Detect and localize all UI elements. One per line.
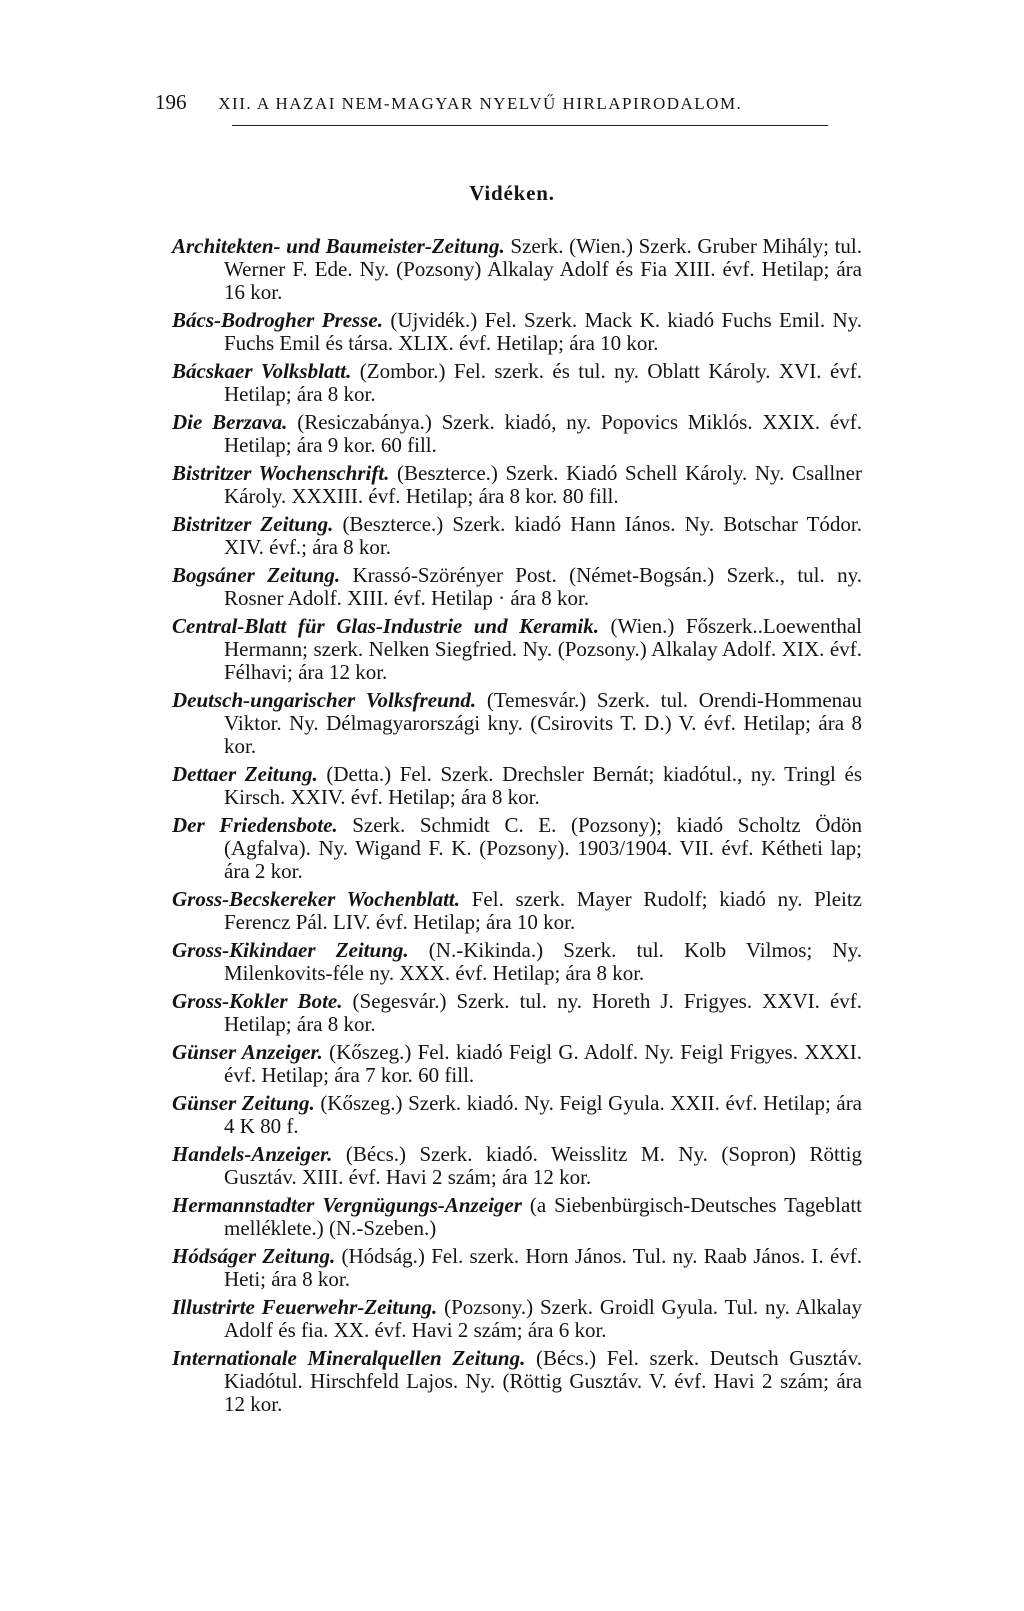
entry-title: Bistritzer Wochenschrift. bbox=[172, 461, 390, 485]
list-item bbox=[172, 1347, 862, 1416]
entry-text: (Zombor.) Fel. szerk. és tul. ny. Oblatt Károly. XVI. évf. Hetilap; ára 8 kor. bbox=[224, 359, 863, 406]
list-item bbox=[172, 462, 862, 508]
entry-title: Illustrirte Feuerwehr-Zeitung. bbox=[172, 1295, 438, 1319]
entry-title: Gross-Kokler Bote. bbox=[172, 989, 343, 1013]
list-item bbox=[172, 360, 862, 406]
entry-text: (Kőszeg.) Szerk. kiadó. Ny. Feigl Gyula. XXII. évf. Hetilap; ára 4 K 80 f. bbox=[224, 1091, 863, 1138]
list-item bbox=[172, 1092, 862, 1138]
entry-text: Szerk. (Wien.) Szerk. Gruber Mihály; tul. Werner F. Ede. Ny. (Pozsony) Alkalay Adolf és Fia XIII. évf. Hetilap; ára 16 kor. bbox=[224, 234, 863, 304]
entry-text: Fel. szerk. Mayer Rudolf; kiadó ny. Pleitz Ferencz Pál. LIV. évf. Hetilap; ára 10 kor. bbox=[224, 887, 863, 934]
entry-text: (Resiczabánya.) Szerk. kiadó, ny. Popovics Miklós. XXIX. évf. Hetilap; ára 9 kor. 60 fill. bbox=[224, 410, 862, 457]
entry-text: (Wien.) Főszerk..Loewenthal Hermann; szerk. Nelken Siegfried. Ny. (Pozsony.) Alkalay Adolf. XIX. évf. Félhavi; ára 12 kor. bbox=[224, 614, 862, 684]
entry-text: (Detta.) Fel. Szerk. Drechsler Bernát; kiadótul., ny. Tringl és Kirsch. XXIV. évf. Hetilap; ára 8 kor. bbox=[224, 762, 862, 809]
list-item bbox=[172, 888, 862, 934]
entry-title: Bogsáner Zeitung. bbox=[172, 563, 341, 587]
entry-title: Central-Blatt für Glas-Industrie und Keramik. bbox=[172, 614, 600, 638]
entry-title: Bács-Bodrogher Presse. bbox=[172, 308, 383, 332]
entry-title: Gross-Kikindaer Zeitung. bbox=[172, 938, 409, 962]
entry-text: (Ujvidék.) Fel. Szerk. Mack K. kiadó Fuchs Emil. Ny. Fuchs Emil és társa. XLIX. évf. Hetilap; ára 10 kor. bbox=[224, 308, 862, 355]
list-item bbox=[172, 763, 862, 809]
entry-title: Der Friedensbote. bbox=[172, 813, 338, 837]
entry-title: Gross-Becskereker Wochenblatt. bbox=[172, 887, 461, 911]
entry-text: (Bécs.) Szerk. kiadó. Weisslitz M. Ny. (Sopron) Röttig Gusztáv. XIII. évf. Havi 2 szám; ára 12 kor. bbox=[224, 1142, 862, 1189]
entry-title: Hódságer Zeitung. bbox=[172, 1244, 336, 1268]
entry-title: Hermannstadter Vergnügungs-Anzeiger bbox=[172, 1193, 522, 1217]
list-item bbox=[172, 939, 862, 985]
list-item bbox=[172, 689, 862, 758]
list-item bbox=[172, 615, 862, 684]
entry-text: Krassó-Szörényer Post. (Német-Bogsán.) Szerk., tul. ny. Rosner Adolf. XIII. évf. Hetilap · ára 8 kor. bbox=[224, 563, 862, 610]
entry-title: Deutsch-ungarischer Volksfreund. bbox=[172, 688, 477, 712]
entry-list bbox=[172, 235, 862, 1421]
list-item bbox=[172, 1296, 862, 1342]
list-item bbox=[172, 814, 862, 883]
entry-title: Architekten- und Baumeister-Zeitung. bbox=[172, 234, 505, 258]
entry-text: (Pozsony.) Szerk. Groidl Gyula. Tul. ny. Alkalay Adolf és fia. XX. évf. Havi 2 szám; ára 6 kor. bbox=[224, 1295, 863, 1342]
section-title: Vidéken. bbox=[469, 181, 555, 205]
entry-text: (N.-Kikinda.) Szerk. tul. Kolb Vilmos; Ny. Milenkovits-féle ny. XXX. évf. Hetilap; ára 8 kor. bbox=[224, 938, 863, 985]
entry-title: Bácskaer Volksblatt. bbox=[172, 359, 352, 383]
entry-text: (Kőszeg.) Fel. kiadó Feigl G. Adolf. Ny. Feigl Frigyes. XXXI. évf. Hetilap; ára 7 kor. 60 fill. bbox=[224, 1040, 862, 1087]
entry-text: (Beszterce.) Szerk. kiadó Hann Iános. Ny. Botschar Tódor. XIV. évf.; ára 8 kor. bbox=[224, 512, 862, 559]
entry-text: Szerk. Schmidt C. E. (Pozsony); kiadó Scholtz Ödön (Agfalva). Ny. Wigand F. K. (Pozsony). 1903/1904. VII. évf. Kétheti lap; ára 2 kor. bbox=[224, 813, 862, 883]
list-item bbox=[172, 1143, 862, 1189]
list-item bbox=[172, 513, 862, 559]
list-item bbox=[172, 309, 862, 355]
list-item bbox=[172, 1194, 862, 1240]
entry-text: (Segesvár.) Szerk. tul. ny. Horeth J. Frigyes. XXVI. évf. Hetilap; ára 8 kor. bbox=[224, 989, 863, 1036]
list-item bbox=[172, 990, 862, 1036]
list-item bbox=[172, 235, 862, 304]
running-title: XII. A HAZAI NEM-MAGYAR NYELVŰ HIRLAPIRODALOM. bbox=[218, 94, 743, 113]
page-number: 196 bbox=[155, 90, 187, 114]
entry-text: (Hódság.) Fel. szerk. Horn János. Tul. ny. Raab János. I. évf. Heti; ára 8 kor. bbox=[224, 1244, 863, 1291]
entry-title: Dettaer Zeitung. bbox=[172, 762, 318, 786]
header-rule bbox=[232, 125, 828, 126]
entry-title: Internationale Mineralquellen Zeitung. bbox=[172, 1346, 526, 1370]
entry-text: (Temesvár.) Szerk. tul. Orendi-Hommenau Viktor. Ny. Délmagyarországi kny. (Csirovits T. D.) V. évf. Hetilap; ára 8 kor. bbox=[224, 688, 863, 758]
entry-text: (Bécs.) Fel. szerk. Deutsch Gusztáv. Kiadótul. Hirschfeld Lajos. Ny. (Röttig Gusztáv. V. évf. Havi 2 szám; ára 12 kor. bbox=[224, 1346, 862, 1416]
entry-title: Günser Zeitung. bbox=[172, 1091, 315, 1115]
entry-text: (Beszterce.) Szerk. Kiadó Schell Károly. Ny. Csallner Károly. XXXIII. évf. Hetilap; ára 8 kor. 80 fill. bbox=[224, 461, 862, 508]
running-header bbox=[155, 90, 855, 120]
entry-title: Bistritzer Zeitung. bbox=[172, 512, 334, 536]
entry-text: (a Siebenbürgisch-Deutsches Tageblatt melléklete.) (N.-Szeben.) bbox=[224, 1193, 863, 1240]
list-item bbox=[172, 564, 862, 610]
list-item bbox=[172, 1245, 862, 1291]
entry-title: Günser Anzeiger. bbox=[172, 1040, 323, 1064]
list-item bbox=[172, 411, 862, 457]
list-item bbox=[172, 1041, 862, 1087]
entry-title: Handels-Anzeiger. bbox=[172, 1142, 333, 1166]
entry-title: Die Berzava. bbox=[172, 410, 288, 434]
